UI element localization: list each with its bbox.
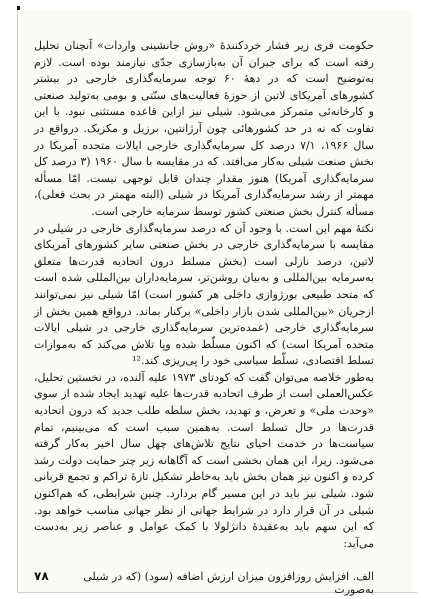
body-text: [34, 38, 374, 552]
footer-line: الف. افزایش روزافزون میزان ارزش اضافه (سود) (که در شیلی به‌صورت: [83, 570, 374, 596]
paragraph-3: به‌طور خلاصه می‌توان گفت که کودتای ۱۹۷۳ علیه آلنده، در نخستین تحلیل، عکس‌العملی است از طرف اتحادیه قدرت‌ها علیه تهدید ایجاد شده از سوی «وحدت ملی» و تعرض، و تهدید، بخش سلطه طلب جدید که درون اتحادیه قدرت‌ها در حال تسلط است. به‌همین سبب است که می‌بینیم، تمام سیاست‌ها در خدمت احیای نتایج تلاش‌های چهل سال اخیر به‌کار گرفته می‌شود. زیرا، این همان بخشی است که آگاهانه زیر چتر حمایت دولت رشد کرده و اکنون نیز همان بخش باید به‌خاطر تشکیل تازهٔ تراکم و تجمع قربانی شود. شیلی نیز باید در این مسیر گام بردارد. چنین شرایطی، که هم‌اکنون شیلی در آن قرار دارد در شرایط جهانی از نظر جهانی مناسب خواهد بود. که این سهم باید به‌عقیدهٔ دانژلولا با کمک عوامل و عناصر زیر به‌دست می‌آید:: [34, 370, 375, 550]
page-footer: [34, 569, 374, 596]
page-edge: [412, 10, 417, 592]
paragraph-2: نکتهٔ مهم این است. با وجود آن که درصد سرمایه‌گذاری خارجی در شیلی در مقایسه با سرمایه‌گذاری خارجی در بخش صنعتی سایر کشورهای آمریکای لاتین، درصد نازلی است (بخش مسلط درون اتحادیه قدرت‌ها متعلق به‌سرمایه بین‌المللی و به‌بیان روشن‌تر، سرمایه‌داران بین‌المللی شده است که متحد طبیعی بورژوازی داخلی هر کشور است) امّا شیلی نیز نمی‌توانند ازجریان «بین‌المللی شدن بازار داخلی» برکنار بماند. درواقع همین بخش از سرمایه‌گذاری خارجی (عمده‌ترین سرمایه‌گذاری خارجی در شیلی ایالات متحده آمریکا است) که اکنون مسلّط شده وپا تلاش می‌کند که به‌موازات تسلط اقتصادی، تسلّط سیاسی خود را پی‌ریزی کند.¹²: [34, 221, 374, 368]
page-number: ۷۸: [34, 569, 49, 583]
paragraph-1: حکومت فری زیر فشار خردکنندهٔ «روش جانشینی واردات» آنچنان تحلیل رفته است که برای جبران آن به‌بازسازی جدّی نیازمند بوده است. لازم به‌توضیح است که در دههٔ ۶۰ توجه سرمایه‌گذاری خارجی در بیشتر کشورهای آمریکای لاتین از حوزهٔ فعالیت‌های سنّتی و بومی به‌تولید صنعتی و کارخانه‌ئی متمرکز می‌شود. شیلی نیز ازاین قاعده مستثنی نبود. با این تفاوت که نه در حد کشورهائی چون آرژانتین، برزیل و مکزیک. درواقع در سال ۱۹۶۶، ۷/۱ درصد کل سرمایه‌گذاری خارجی ایالات متحده آمریکا در بخش صنعت شیلی به‌کار می‌افتد. که در مقایسه با سال ۱۹۶۰ (۳ درصد کل سرمایه‌گذاری آمریکا) هنوز مقدار چندان قابل توجهی نیست. امّا مسأله مهمتر از رشد سرمایه‌گذاری آمریکا در شیلی (البته مهمتر در بحث فعلی)، مسأله کنترل بخش صنعتی کشور توسط سرمایه خارجی است.: [34, 39, 374, 218]
